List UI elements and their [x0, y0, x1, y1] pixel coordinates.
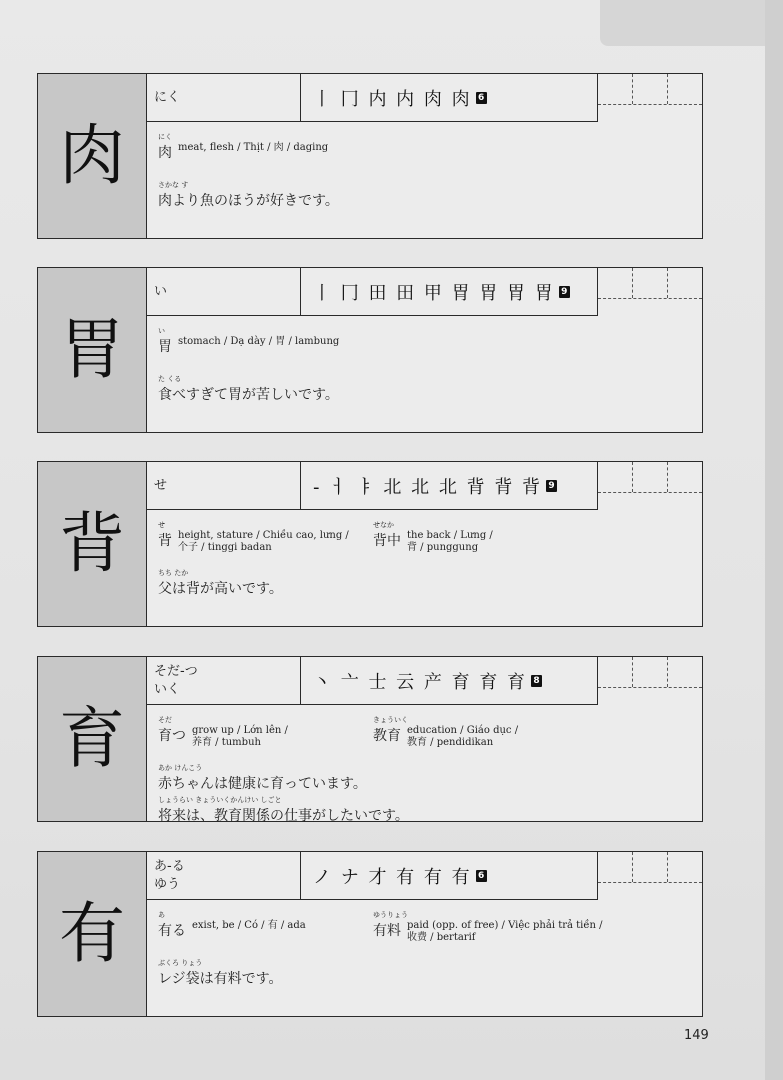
kanji-card: [37, 461, 703, 627]
vocab-word: [373, 911, 408, 944]
vocab-row: [158, 324, 692, 364]
practice-box: [598, 657, 632, 687]
practice-box: [598, 268, 632, 298]
reading-line: ゆう: [154, 876, 181, 892]
practice-box: [667, 852, 702, 882]
practice-box: [632, 74, 667, 104]
vocab-furigana: ゆうりょう: [373, 911, 408, 919]
stroke-order: [301, 74, 598, 122]
kanji-character: 育: [59, 700, 125, 777]
example-furigana: た くる: [158, 375, 182, 383]
card-body: [158, 713, 692, 825]
example-sentence: [158, 763, 692, 793]
kanji-reading: [146, 852, 301, 900]
vocab-word: [373, 716, 408, 749]
vocab-word-text: 胃: [158, 339, 172, 355]
example-text: 赤ちゃんは健康に育っています。: [158, 776, 367, 792]
vocab-furigana: あ: [158, 911, 165, 919]
practice-boxes: [598, 657, 702, 688]
stroke-sequence: - ㅓ ㅑ 北 北 北 背 背 背: [313, 476, 543, 498]
reading-line: そだ-つ: [154, 663, 198, 679]
stroke-count-badge: 9: [546, 480, 557, 492]
example-text: レジ袋は有料です。: [158, 971, 283, 987]
practice-box: [598, 462, 632, 492]
vocab-furigana: せ: [158, 521, 165, 529]
meaning-line: 背 / punggung: [407, 542, 479, 553]
vocab-meaning: [407, 725, 518, 749]
meaning-line: height, stature / Chiều cao, lưng /: [178, 530, 349, 541]
reading-line: あ-る: [154, 858, 185, 874]
kanji-character: 肉: [59, 117, 125, 194]
vocab-word-text: 有料: [373, 923, 401, 939]
vocab-furigana: きょういく: [373, 716, 408, 724]
reading-line: にく: [154, 89, 181, 105]
practice-box: [667, 657, 702, 687]
reading-line: い: [154, 283, 168, 299]
meaning-line: exist, be / Có / 有 / ada: [192, 920, 306, 931]
meaning-line: 教育 / pendidikan: [407, 737, 494, 748]
meaning-line: 个子 / tinggi badan: [178, 542, 272, 553]
vocab-word-text: 有る: [158, 923, 186, 939]
meaning-line: 养育 / tumbuh: [192, 737, 261, 748]
page-number: 149: [684, 1028, 709, 1043]
vocab-word-text: 教育: [373, 728, 401, 744]
example-furigana: ちち たか: [158, 569, 189, 577]
stroke-order: [301, 268, 598, 316]
meaning-line: 收费 / bertarif: [407, 932, 476, 943]
kanji-character: 有: [59, 895, 125, 972]
kanji-card: [37, 267, 703, 433]
stroke-count-badge: 9: [559, 286, 570, 298]
vocab-meaning: [192, 920, 306, 940]
kanji-character: 胃: [59, 311, 125, 388]
example-text: 肉より魚のほうが好きです。: [158, 193, 339, 209]
vocab-word-text: 育つ: [158, 728, 186, 744]
vocab-furigana: せなか: [373, 521, 394, 529]
stroke-order: [301, 657, 598, 705]
card-body: [158, 130, 692, 210]
example-text: 将来は、教育関係の仕事がしたいです。: [158, 808, 409, 824]
vocab-word-text: 肉: [158, 145, 172, 161]
meaning-line: the back / Lưng /: [407, 530, 493, 541]
vocab-word-text: 背: [158, 533, 172, 549]
vocab-entry: [158, 908, 306, 940]
example-text: 父は背が高いです。: [158, 581, 283, 597]
vocab-word: [158, 911, 186, 940]
kanji-cell: [38, 462, 147, 626]
meaning-line: stomach / Dạ dày / 胃 / lambung: [178, 336, 340, 347]
vocab-entry: [373, 713, 518, 749]
kanji-card: [37, 73, 703, 239]
example-sentence: [158, 568, 692, 598]
practice-box: [667, 74, 702, 104]
reading-line: いく: [154, 681, 181, 697]
practice-box: [632, 657, 667, 687]
vocab-word: [373, 521, 401, 554]
vocab-meaning: [192, 725, 288, 749]
vocab-entry: [158, 324, 339, 356]
vocab-meaning: [407, 530, 493, 554]
vocab-word: [158, 716, 186, 749]
vocab-row: [158, 713, 692, 753]
stroke-count-badge: 6: [476, 92, 487, 104]
stroke-count-badge: 6: [476, 870, 487, 882]
vocab-meaning: [178, 142, 328, 162]
kanji-card: [37, 851, 703, 1017]
kanji-card: [37, 656, 703, 822]
practice-box: [598, 852, 632, 882]
example-sentence: [158, 958, 692, 988]
vocab-row: [158, 130, 692, 170]
vocab-furigana: にく: [158, 133, 172, 141]
example-sentence: [158, 374, 692, 404]
example-sentence: [158, 795, 692, 825]
example-furigana: さかな す: [158, 181, 189, 189]
example-text: 食べすぎて胃が苦しいです。: [158, 387, 339, 403]
vocab-word: [158, 521, 172, 554]
vocab-meaning: [407, 920, 603, 944]
practice-box: [667, 462, 702, 492]
vocab-furigana: い: [158, 327, 165, 335]
vocab-entry: [158, 518, 349, 554]
vocab-row: [158, 518, 692, 558]
stroke-sequence: 丨 冂 田 田 甲 胃 胃 胃 胃: [313, 282, 555, 304]
vocab-entry: [373, 518, 493, 554]
stroke-sequence: ノ ナ 才 有 有 有: [313, 866, 472, 888]
vocab-row: [158, 908, 692, 948]
practice-box: [632, 268, 667, 298]
vocab-meaning: [178, 530, 349, 554]
card-body: [158, 324, 692, 404]
practice-box: [667, 268, 702, 298]
kanji-reading: [146, 462, 301, 510]
meaning-line: grow up / Lớn lên /: [192, 725, 288, 736]
kanji-reading: [146, 268, 301, 316]
vocab-furigana: そだ: [158, 716, 172, 724]
vocab-word: [158, 133, 172, 162]
vocab-meaning: [178, 336, 339, 356]
vocab-word: [158, 327, 172, 356]
page-edge: [765, 0, 783, 1080]
kanji-cell: [38, 74, 147, 238]
vocab-entry: [158, 130, 328, 162]
stroke-order: [301, 852, 598, 900]
example-furigana: しょうらい きょういくかんけい しごと: [158, 796, 282, 804]
practice-boxes: [598, 852, 702, 883]
kanji-character: 背: [59, 505, 125, 582]
kanji-cell: [38, 852, 147, 1016]
vocab-entry: [158, 713, 288, 749]
stroke-order: [301, 462, 598, 510]
meaning-line: education / Giáo dục /: [407, 725, 519, 736]
stroke-sequence: 丶 亠 士 云 产 育 育 育: [313, 671, 528, 693]
page-corner-shadow: [600, 0, 765, 46]
practice-box: [598, 74, 632, 104]
meaning-line: meat, flesh / Thịt / 肉 / daging: [178, 142, 329, 153]
reading-line: せ: [154, 477, 168, 493]
practice-box: [632, 462, 667, 492]
kanji-cell: [38, 268, 147, 432]
practice-boxes: [598, 268, 702, 299]
practice-boxes: [598, 74, 702, 105]
example-furigana: あか けんこう: [158, 764, 203, 772]
kanji-reading: [146, 657, 301, 705]
example-sentence: [158, 180, 692, 210]
stroke-sequence: 丨 冂 内 内 肉 肉: [313, 88, 472, 110]
kanji-cell: [38, 657, 147, 821]
meaning-line: paid (opp. of free) / Việc phải trả tiền /: [407, 920, 603, 931]
card-body: [158, 908, 692, 988]
vocab-entry: [373, 908, 603, 944]
kanji-reading: [146, 74, 301, 122]
practice-box: [632, 852, 667, 882]
vocab-word-text: 背中: [373, 533, 401, 549]
example-furigana: ぶくろ りょう: [158, 959, 203, 967]
stroke-count-badge: 8: [531, 675, 542, 687]
card-body: [158, 518, 692, 598]
practice-boxes: [598, 462, 702, 493]
